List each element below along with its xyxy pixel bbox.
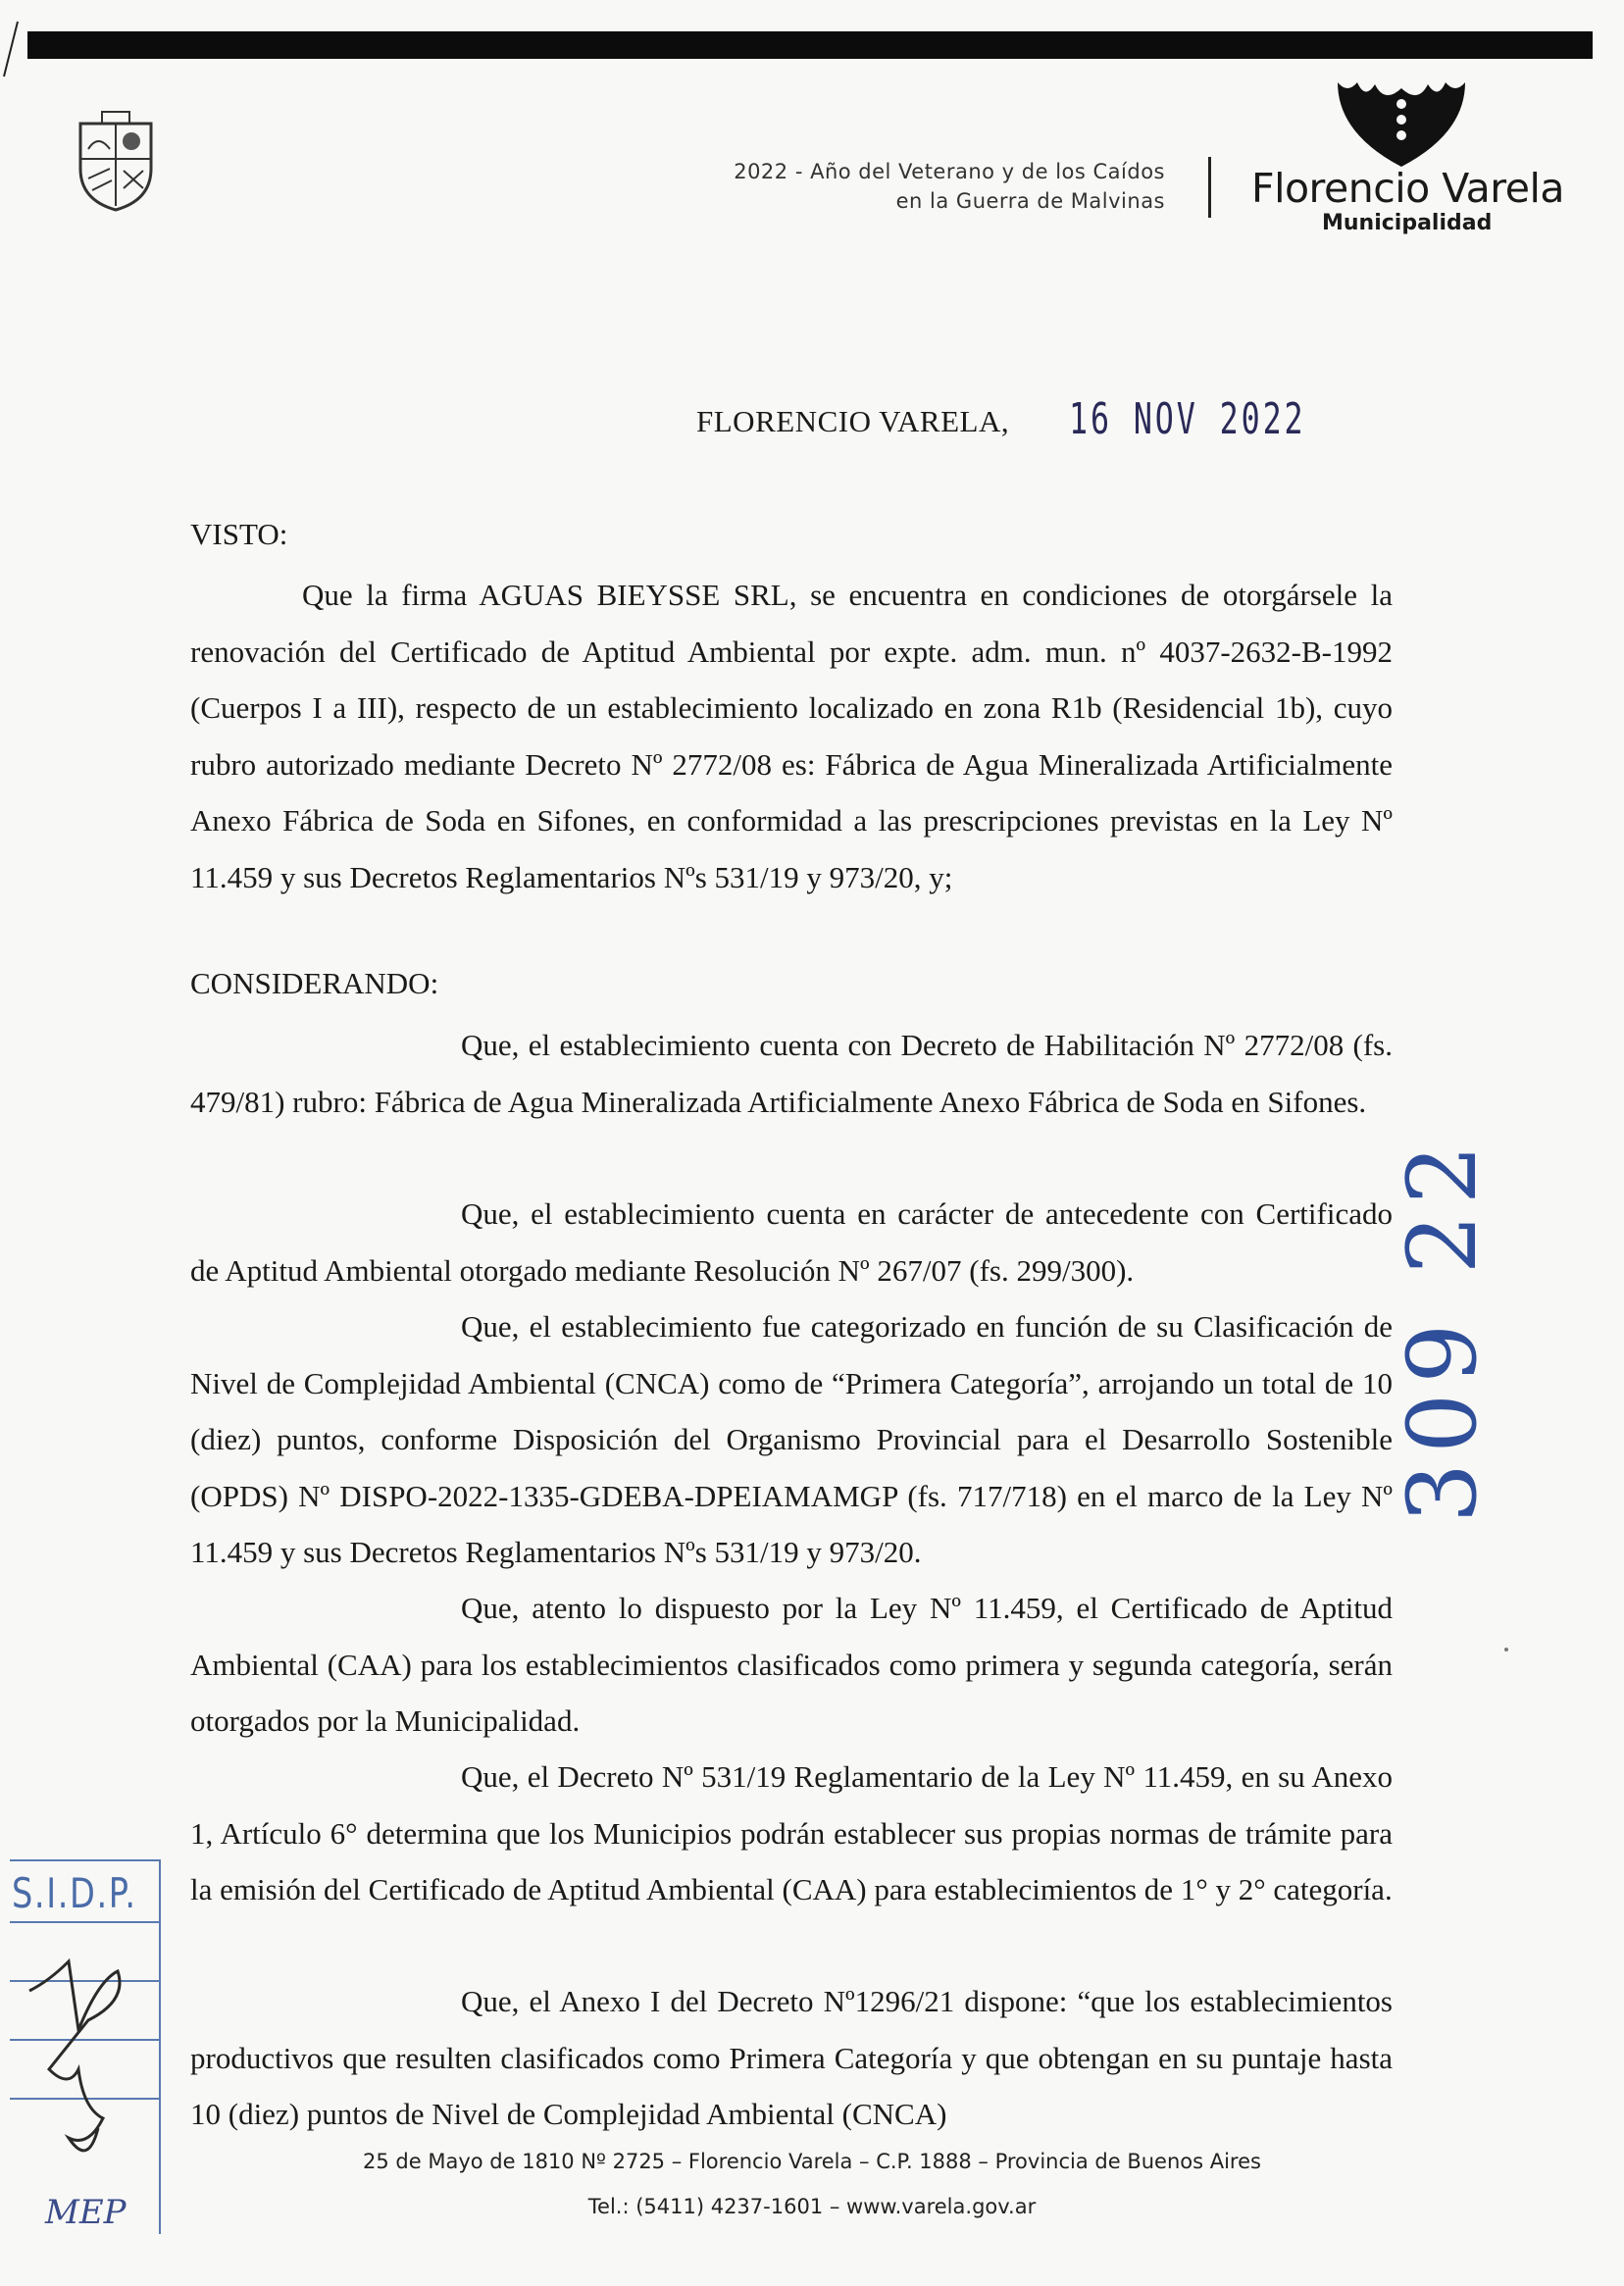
considerando-paragraph-1: Que, el establecimiento cuenta con Decreto de Habilitación Nº 2772/08 (fs. 479/81) rubro: Fábrica de Agua Mineralizada Artificialmente Anexo Fábrica de Soda en Sifones. xyxy=(190,1028,1393,1119)
scan-corner-mark xyxy=(0,20,39,78)
date-stamp: 16 NOV 2022 xyxy=(1069,394,1306,444)
sidp-initials: MEP xyxy=(45,2193,127,2232)
top-black-bar xyxy=(27,31,1593,59)
footer-contact: Tel.: (5411) 4237-1601 – www.varela.gov.ar xyxy=(587,2195,1037,2218)
considerando-paragraph-5: Que, el Decreto Nº 531/19 Reglamentario de la Ley Nº 11.459, en su Anexo 1, Artículo 6° determina que los Municipios podrán establecer sus propias normas de trámite para la emisión del Certificado de Aptitud Ambiental (CAA) para establecimientos de 1° y 2° categoría. xyxy=(190,1759,1393,1906)
considerando-heading: CONSIDERANDO: xyxy=(190,966,439,1000)
header-motto xyxy=(549,157,1165,216)
margin-stamp-text: 309 22 xyxy=(1388,1135,1497,1523)
considerando-paragraph-6: Que, el Anexo I del Decreto Nº1296/21 dispone: “que los establecimientos productivos que resulten clasificados como Primera Categoría y que obtengan en su puntaje hasta 10 (diez) puntos de Nivel de Complejidad Ambiental (CNCA) xyxy=(190,1984,1393,2131)
visto-heading: VISTO: xyxy=(190,517,288,551)
logo-title: Florencio Varela xyxy=(1251,165,1564,212)
motto-line-1: 2022 - Año del Veterano y de los Caídos xyxy=(734,160,1165,183)
header-divider xyxy=(1208,157,1211,218)
considerando-paragraph-2: Que, el establecimiento cuenta en carácter de antecedente con Certificado de Aptitud Ambiental otorgado mediante Resolución Nº 267/07 (fs. 299/300). xyxy=(190,1196,1393,1288)
scan-speck xyxy=(1504,1648,1508,1651)
footer-address: 25 de Mayo de 1810 Nº 2725 – Florencio Varela – C.P. 1888 – Provincia de Buenos Aires xyxy=(363,2150,1261,2173)
considerando-paragraph-3: Que, el establecimiento fue categorizado en función de su Clasificación de Nivel de Complejidad Ambiental (CNCA) como de “Primera Categoría”, arrojando un total de 10 (diez) puntos, conforme Disposición del Organismo Provincial para el Desarrollo Sostenible (OPDS) Nº DISPO-2022-1335-GDEBA-DPEIAMAMGP (fs. 717/718) en el marco de la Ley Nº 11.459 y sus Decretos Reglamentarios Nºs 531/19 y 973/20. xyxy=(190,1309,1393,1569)
visto-paragraph: Que la firma AGUAS BIEYSSE SRL, se encuentra en condiciones de otorgársele la renovación del Certificado de Aptitud Ambiental por expte. adm. mun. nº 4037-2632-B-1992 (Cuerpos I a III), respecto de un establecimiento localizado en zona R1b (Residencial 1b), cuyo rubro autorizado mediante Decreto Nº 2772/08 es: Fábrica de Agua Mineralizada Artificialmente Anexo Fábrica de Soda en Sifones, en conformidad a las prescripciones previstas en la Ley Nº 11.459 y sus Decretos Reglamentarios Nºs 531/19 y 973/20, y; xyxy=(190,578,1393,894)
margin-stamp-number xyxy=(1388,1098,1497,1559)
dateline-place: FLORENCIO VARELA, xyxy=(696,404,1010,438)
sidp-stamp-label: S.I.D.P. xyxy=(12,1869,137,1917)
municipal-crest-icon xyxy=(73,110,159,212)
considerando-paragraph-4: Que, atento lo dispuesto por la Ley Nº 11.459, el Certificado de Aptitud Ambiental (CAA) para los establecimientos clasificados como primera y segunda categoría, serán otorgados por la Municipalidad. xyxy=(190,1591,1393,1738)
logo-subtitle: Municipalidad xyxy=(1322,211,1493,235)
motto-line-2: en la Guerra de Malvinas xyxy=(895,189,1165,213)
florencio-varela-logo-icon xyxy=(1328,75,1475,169)
